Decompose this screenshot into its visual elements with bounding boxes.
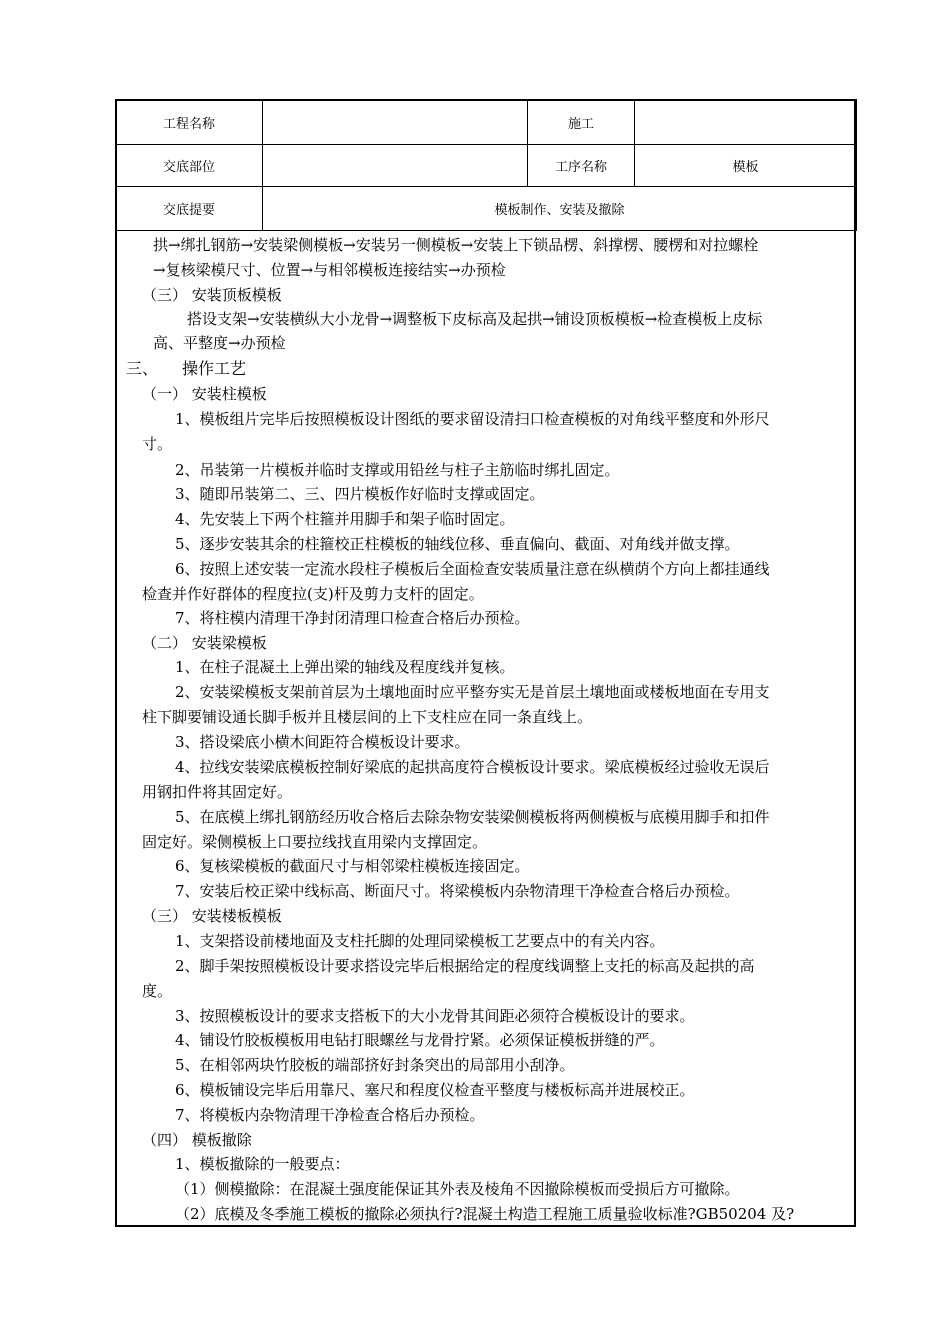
body-line: 寸。	[142, 435, 173, 453]
construction-label: 施工	[528, 100, 635, 145]
body-line: 6、模板铺设完毕后用靠尺、塞尺和程度仪检查平整度与楼板标高并进展校正。	[175, 1081, 695, 1099]
body-line: 1、模板撤除的一般要点：	[175, 1155, 350, 1173]
body-line: 4、拉线安装梁底模板控制好梁底的起拱高度符合模板设计要求。梁底模板经过验收无误后	[175, 758, 770, 776]
location-label: 交底部位	[116, 145, 263, 187]
body-line: 7、将模板内杂物清理干净检查合格后办预检。	[175, 1106, 485, 1124]
body-line: 2、脚手架按照模板设计要求搭设完毕后根据给定的程度线调整上支托的标高及起拱的高	[175, 957, 755, 975]
project-name-label: 工程名称	[116, 100, 263, 145]
summary-label: 交底提要	[116, 187, 263, 231]
chapter-heading: 三、 操作工艺	[126, 359, 247, 378]
location-value	[263, 145, 528, 187]
process-value: 模板	[635, 145, 857, 187]
body-line: 1、模板组片完毕后按照模板设计图纸的要求留设清扫口检查模板的对角线平整度和外形尺	[175, 410, 770, 428]
header-table	[115, 99, 857, 231]
body-line: 6、复核梁模板的截面尺寸与相邻梁柱模板连接固定。	[175, 857, 530, 875]
body-line: 1、在柱子混凝土上弹出梁的轴线及程度线并复核。	[175, 658, 515, 676]
body-line: 度。	[142, 982, 173, 1000]
body-line: 7、将柱模内清理干净封闭清理口检查合格后办预检。	[175, 609, 530, 627]
section-heading: （四） 模板撤除	[142, 1131, 252, 1149]
body-line: 3、随即吊装第二、三、四片模板作好临时支撑或固定。	[175, 485, 545, 503]
body-line: →复核梁模尺寸、位置→与相邻模板连接结实→办预检	[153, 261, 506, 279]
body-line: 7、安装后校正梁中线标高、断面尺寸。将梁模板内杂物清理干净检查合格后办预检。	[175, 882, 740, 900]
body-line: 5、在底模上绑扎钢筋经历收合格后去除杂物安装梁侧模板将两侧模板与底模用脚手和扣件	[175, 808, 770, 826]
body-line: 高、平整度→办预检	[153, 334, 286, 352]
body-line: 5、在相邻两块竹胶板的端部挤好封条突出的局部用小刮净。	[175, 1056, 575, 1074]
body-line: （1）侧模撤除：在混凝土强度能保证其外表及棱角不因撤除模板而受损后方可撤除。	[175, 1180, 740, 1198]
body-line: 3、搭设梁底小横木间距符合模板设计要求。	[175, 733, 470, 751]
section-heading: （三） 安装顶板模板	[142, 286, 282, 304]
body-line: 2、安装梁模板支架前首层为土壤地面时应平整夯实无是首层土壤地面或楼板地面在专用支	[175, 683, 770, 701]
body-line: 3、按照模板设计的要求支搭板下的大小龙骨其间距必须符合模板设计的要求。	[175, 1007, 695, 1025]
section-heading: （一） 安装柱模板	[142, 385, 267, 403]
body-line: 柱下脚要铺设通长脚手板并且楼层间的上下支柱应在同一条直线上。	[142, 708, 593, 726]
process-label: 工序名称	[528, 145, 635, 187]
section-heading: （二） 安装梁模板	[142, 634, 267, 652]
body-line: 固定好。梁侧模板上口要拉线找直用梁内支撑固定。	[142, 833, 488, 851]
section-heading: （三） 安装楼板模板	[142, 907, 282, 925]
body-line: 6、按照上述安装一定流水段柱子模板后全面检查安装质量注意在纵横荫个方向上都挂通线	[175, 560, 770, 578]
body-line: 1、支架搭设前楼地面及支柱托脚的处理同梁模板工艺要点中的有关内容。	[175, 932, 665, 950]
body-line: 4、先安装上下两个柱箍并用脚手和架子临时固定。	[175, 510, 515, 528]
body-line: 检查并作好群体的程度拉(支)杆及剪力支杆的固定。	[142, 585, 484, 603]
body-line: （2）底模及冬季施工模板的撤除必须执行?混凝土构造工程施工质量验收标准?GB50204 及?	[175, 1205, 795, 1223]
body-line: 用钢扣件将其固定好。	[142, 783, 293, 801]
body-line: 5、逐步安装其余的柱箍校正柱模板的轴线位移、垂直偏向、截面、对角线并做支撑。	[175, 535, 740, 553]
project-name-value	[263, 100, 528, 145]
construction-value	[635, 100, 857, 145]
body-line: 2、吊装第一片模板并临时支撑或用铅丝与柱子主筋临时绑扎固定。	[175, 461, 620, 479]
body-line: 4、铺设竹胶板模板用电钻打眼螺丝与龙骨拧紧。必须保证模板拼缝的严。	[175, 1031, 665, 1049]
body-line: 搭设支架→安装横纵大小龙骨→调整板下皮标高及起拱→铺设顶板模板→检查模板上皮标	[187, 310, 763, 328]
body-line: 拱→绑扎钢筋→安装梁侧模板→安装另一侧模板→安装上下锁品楞、斜撑楞、腰楞和对拉螺栓	[153, 236, 759, 254]
summary-value: 模板制作、安装及撤除	[263, 187, 857, 231]
